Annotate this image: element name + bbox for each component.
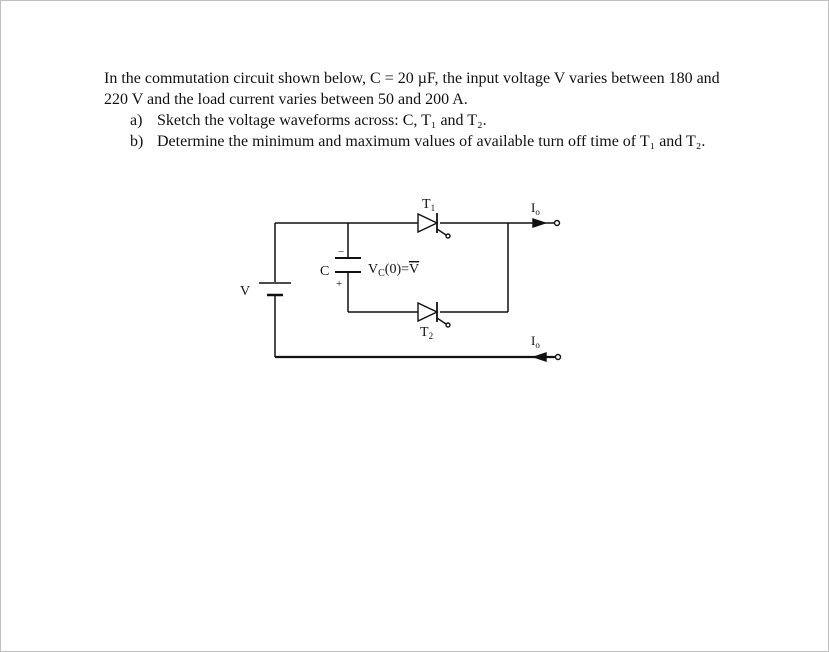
cap-voltage-vbar: V	[409, 262, 420, 277]
capacitor	[335, 258, 361, 272]
item-text-a: Sketch the voltage waveforms across: C, T₁ and T₂.	[157, 112, 487, 129]
t1-letter: T	[422, 197, 431, 212]
capacitor-polarity-top: −	[338, 246, 345, 258]
item-text-b: Determine the minimum and maximum values of available turn off time of T₁ and T₂.	[157, 133, 706, 150]
thyristor-t2-label	[420, 325, 433, 341]
source-label: V	[240, 284, 251, 299]
thyristor-t1-label	[422, 197, 435, 213]
capacitor-voltage-label	[368, 262, 419, 279]
circuit-wires	[275, 223, 556, 357]
thyristor-t1-icon	[418, 213, 450, 238]
current-arrow-top-icon	[533, 219, 560, 227]
item-marker-b: b)	[130, 133, 144, 150]
current-top-letter: I	[531, 200, 536, 215]
cap-voltage-v: V	[368, 262, 379, 277]
current-bottom-label	[531, 333, 540, 350]
current-top-label	[531, 200, 540, 217]
capacitor-label: C	[320, 264, 330, 279]
current-bottom-sub: o	[535, 340, 540, 350]
item-marker-a: a)	[130, 112, 143, 129]
thyristor-t2-icon	[418, 302, 450, 327]
t2-sub: 2	[428, 331, 434, 341]
current-bottom-letter: I	[531, 333, 536, 348]
problem-intro: In the commutation circuit shown below, C = 20 µF, the input voltage V varies between 180 and 220 V and the load current varies between 50 and 200 A.	[104, 70, 720, 108]
t1-sub: 1	[430, 203, 436, 213]
capacitor-polarity-bottom: +	[336, 278, 343, 290]
cap-voltage-sub: C	[378, 268, 385, 279]
cap-voltage-rest: (0)=	[384, 262, 410, 277]
dc-source	[259, 283, 291, 295]
t2-letter: T	[420, 325, 429, 340]
current-top-sub: o	[535, 207, 540, 217]
